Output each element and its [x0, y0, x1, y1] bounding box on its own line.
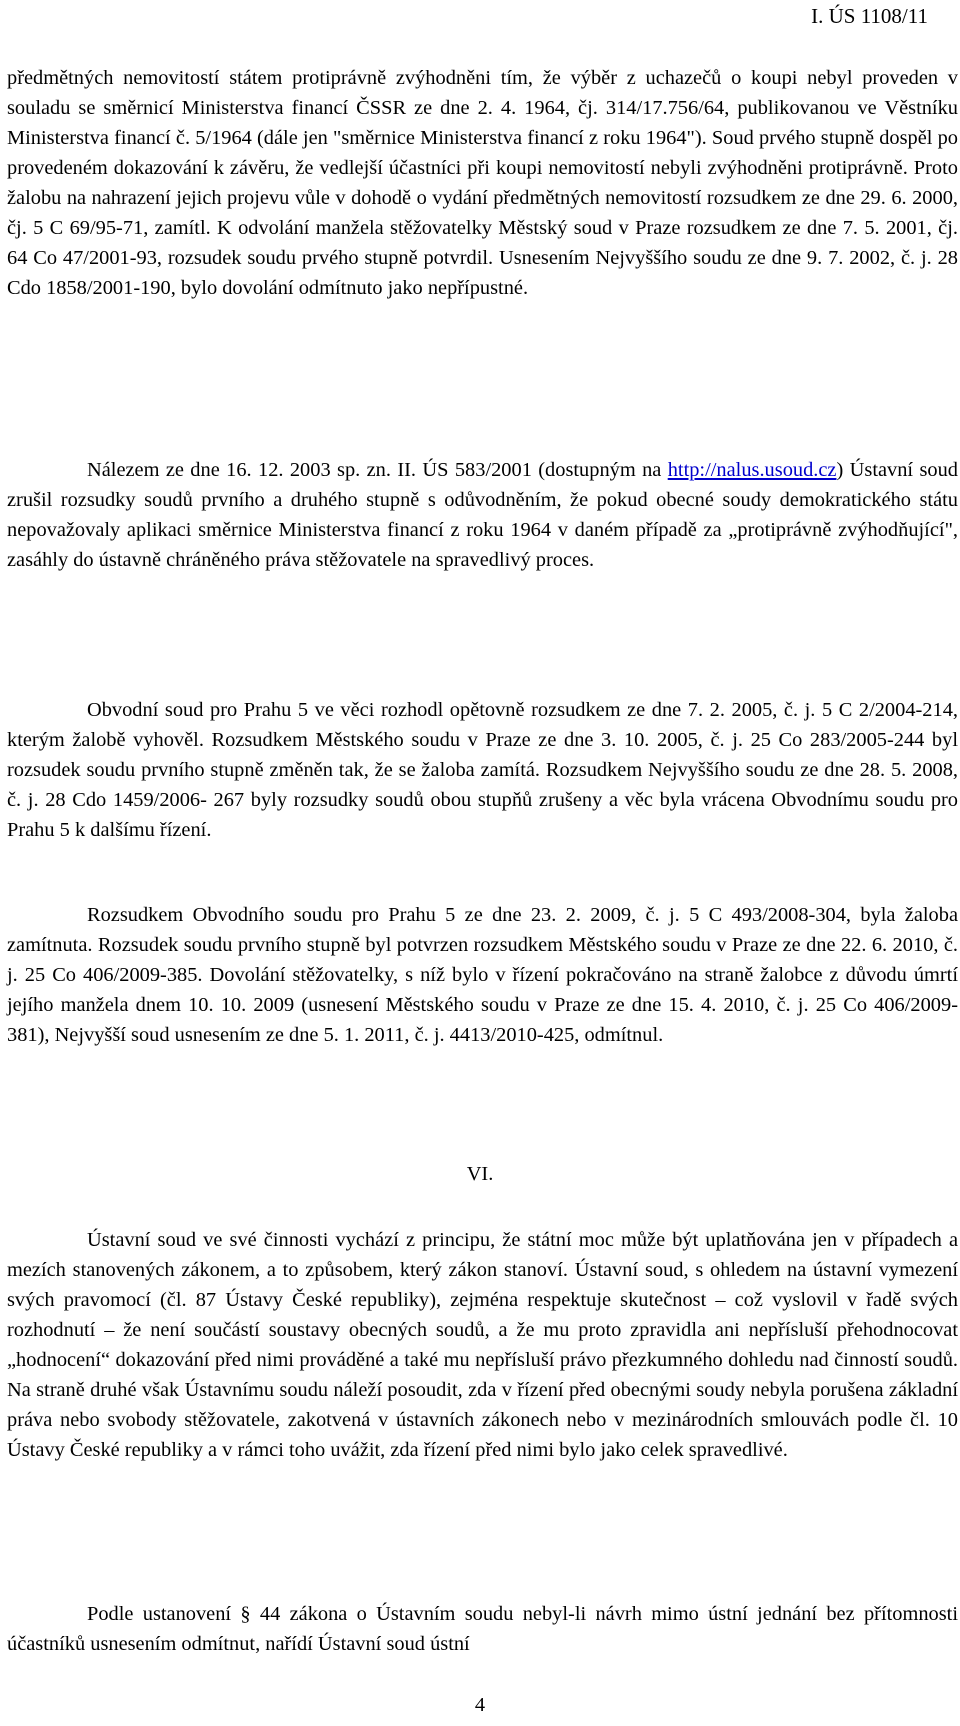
paragraph-4 [7, 900, 958, 1050]
paragraph-2-before: Nálezem ze dne 16. 12. 2003 sp. zn. II. ÚS 583/2001 (dostupným na [87, 459, 668, 481]
paragraph-2-text [7, 455, 958, 575]
paragraph-1 [7, 63, 958, 303]
section-heading: VI. [466, 1163, 494, 1185]
paragraph-6 [7, 1599, 958, 1659]
paragraph-3-text: Obvodní soud pro Prahu 5 ve věci rozhodl opětovně rozsudkem ze dne 7. 2. 2005, č. j. 5 C 2/2004-214, kterým žalobě vyhověl. Rozsudkem Městského soudu v Praze ze dne 3. 10. 2005, č. j. 25 Co 283/2005-244 byl rozsudek soudu prvního stupně změněn tak, že se žaloba zamítá. Rozsudkem Nejvyššího soudu ze dne 28. 5. 2008, č. j. 28 Cdo 1459/2006- 267 byly rozsudky soudů obou stupňů zrušeny a věc byla vrácena Obvodnímu soudu pro Prahu 5 k dalšímu řízení. [7, 699, 958, 841]
paragraph-4-text: Rozsudkem Obvodního soudu pro Prahu 5 ze dne 23. 2. 2009, č. j. 5 C 493/2008-304, byla žaloba zamítnuta. Rozsudek soudu prvního stupně byl potvrzen rozsudkem Městského soudu v Praze ze dne 22. 6. 2010, č. j. 25 Co 406/2009-385. Dovolání stěžovatelky, s níž bylo v řízení pokračováno na straně žalobce z důvodu úmrtí jejího manžela dnem 10. 10. 2009 (usnesení Městského soudu v Praze ze dne 15. 4. 2010, č. j. 25 Co 406/2009-381), Nejvyšší soud usnesením ze dne 5. 1. 2011, č. j. 4413/2010-425, odmítnul. [7, 904, 958, 1046]
paragraph-5 [7, 1225, 958, 1465]
paragraph-2 [7, 455, 958, 575]
nalus-link[interactable]: http://nalus.usoud.cz [667, 459, 837, 481]
page-number: 4 [474, 1694, 486, 1716]
paragraph-6-text: Podle ustanovení § 44 zákona o Ústavním soudu nebyl-li návrh mimo ústní jednání bez přítomnosti účastníků usnesením odmítnut, nařídí Ústavní soud ústní [7, 1603, 958, 1655]
paragraph-5-text: Ústavní soud ve své činnosti vychází z principu, že státní moc může být uplatňována jen v případech a mezích stanovených zákonem, a to způsobem, který zákon stanoví. Ústavní soud, s ohledem na ústavní vymezení svých pravomocí (čl. 87 Ústavy České republiky), zejména respektuje skutečnost – což vyslovil v řadě svých rozhodnutí – že není součástí soustavy obecných soudů, a že mu proto zpravidla ani nepřísluší přehodnocovat „hodnocení“ dokazování před nimi prováděné a také mu nepřísluší právo přezkumného dohledu nad činností soudů. Na straně druhé však Ústavnímu soudu náleží posoudit, zda v řízení před obecnými soudy nebyla porušena základní práva nebo svobody stěžovatele, zakotvená v ústavních zákonech nebo v mezinárodních smlouvách podle čl. 10 Ústavy České republiky a v rámci toho uvážit, zda řízení před nimi bylo jako celek spravedlivé. [7, 1229, 958, 1461]
paragraph-1-text: předmětných nemovitostí státem protiprávně zvýhodněni tím, že výběr z uchazečů o koupi nebyl proveden v souladu se směrnicí Ministerstva financí ČSSR ze dne 2. 4. 1964, čj. 314/17.756/64, publikovanou ve Věstníku Ministerstva financí č. 5/1964 (dále jen "směrnice Ministerstva financí z roku 1964"). Soud prvého stupně dospěl po provedeném dokazování k závěru, že vedlejší účastníci při koupi nemovitostí nebyli zvýhodněni protiprávně. Proto žalobu na nahrazení jejich projevu vůle v dohodě o vydání předmětných nemovitostí rozsudkem ze dne 29. 6. 2000, čj. 5 C 69/95-71, zamítl. K odvolání manžela stěžovatelky Městský soud v Praze rozsudkem ze dne 7. 5. 2001, čj. 64 Co 47/2001-93, rozsudek soudu prvého stupně potvrdil. Usnesením Nejvyššího soudu ze dne 9. 7. 2002, č. j. 28 Cdo 1858/2001-190, bylo dovolání odmítnuto jako nepřípustné. [7, 67, 958, 299]
paragraph-3 [7, 695, 958, 845]
case-number-header: I. ÚS 1108/11 [811, 4, 928, 28]
paragraph-2-after: ) Ústavní soud zrušil rozsudky soudů prvního a druhého stupně s odůvodněním, že pokud obecné soudy demokratického státu nepovažovaly aplikaci směrnice Ministerstva financí z roku 1964 v daném případě za „protiprávně zvýhodňující", zasáhly do ústavně chráněného práva stěžovatele na spravedlivý proces. [7, 459, 958, 571]
